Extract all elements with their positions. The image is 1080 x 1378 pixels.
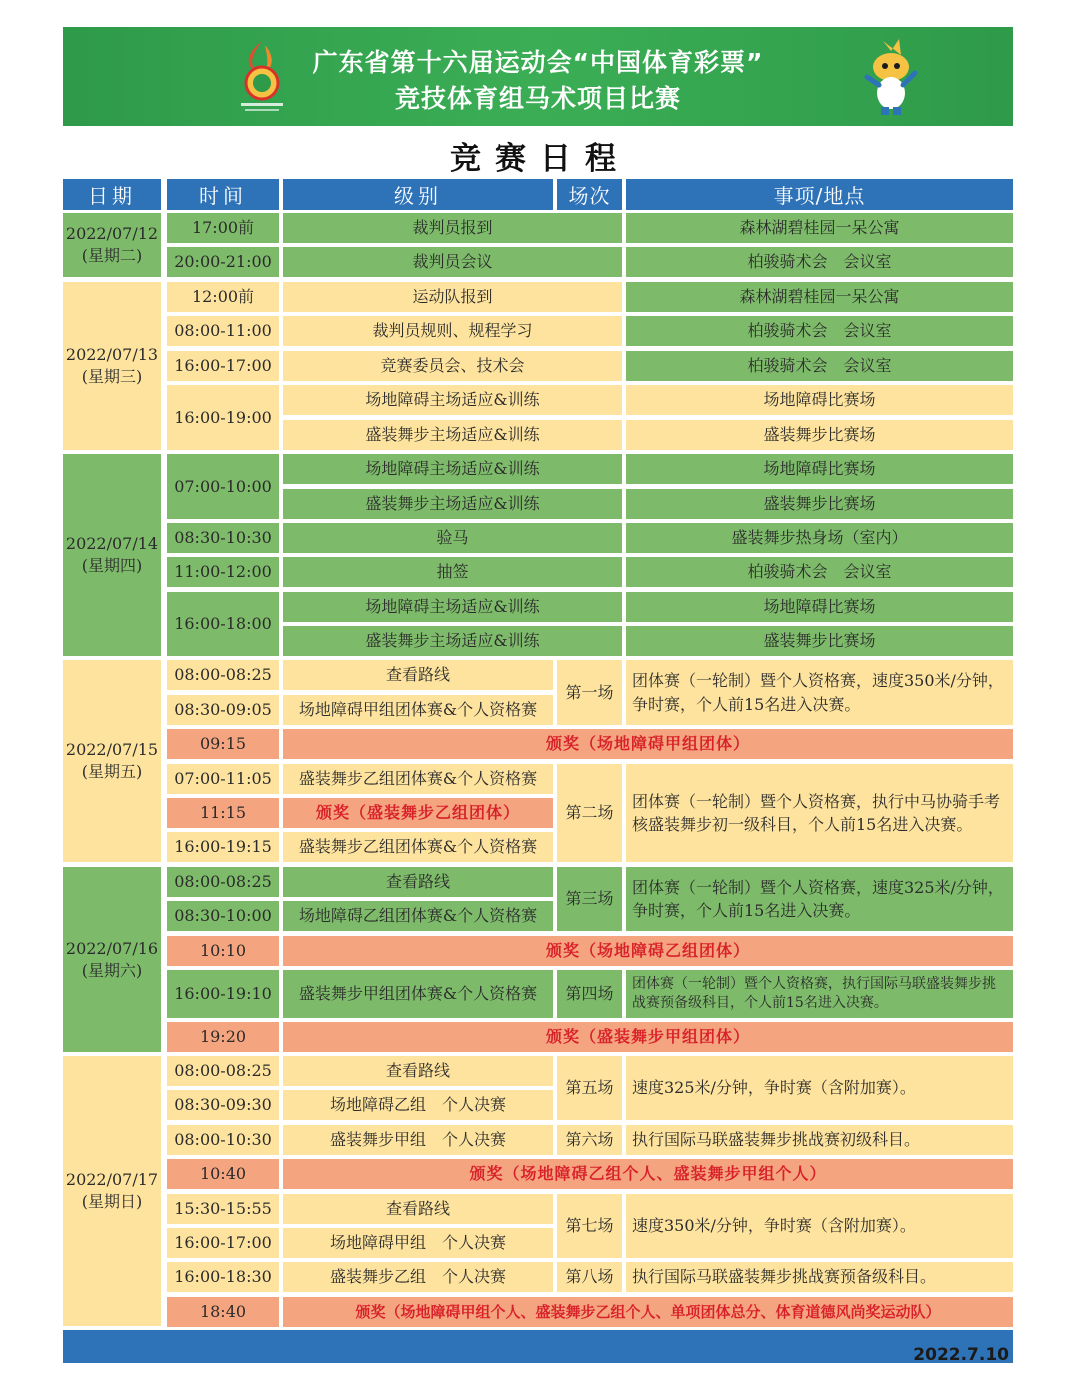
mascot-logo <box>853 37 925 117</box>
time-cell: 07:00-10:00 <box>167 454 279 519</box>
level-cell: 盛装舞步主场适应&训练 <box>283 420 622 450</box>
date-text: 2022/07/15 <box>65 740 159 760</box>
round-cell: 第六场 <box>557 1125 622 1155</box>
date-text: 2022/07/16 <box>65 938 159 958</box>
column-header-time: 时间 <box>167 179 279 210</box>
venue-cell: 场地障碍比赛场 <box>626 592 1013 622</box>
level-cell: 盛装舞步甲组 个人决赛 <box>283 1125 553 1155</box>
time-cell: 16:00-17:00 <box>167 351 279 381</box>
venue-cell: 柏骏骑术会 会议室 <box>626 557 1013 587</box>
level-cell: 裁判员会议 <box>283 247 622 277</box>
award-cell: 颁奖（场地障碍甲组个人、盛装舞步乙组个人、单项团体总分、体育道德风尚奖运动队） <box>283 1297 1013 1327</box>
time-cell: 10:10 <box>167 936 279 966</box>
time-cell: 16:00-19:00 <box>167 385 279 450</box>
time-cell: 08:30-10:00 <box>167 901 279 931</box>
weekday-text: (星期六) <box>81 960 143 980</box>
venue-cell: 森林湖碧桂园一呆公寓 <box>626 213 1013 243</box>
award-cell: 颁奖（场地障碍乙组团体） <box>283 936 1013 966</box>
venue-cell: 场地障碍比赛场 <box>626 385 1013 415</box>
venue-cell: 盛装舞步比赛场 <box>626 626 1013 656</box>
venue-cell: 盛装舞步比赛场 <box>626 489 1013 519</box>
award-cell: 颁奖（场地障碍甲组团体） <box>283 729 1013 759</box>
venue-cell: 柏骏骑术会 会议室 <box>626 316 1013 346</box>
date-cell <box>63 660 161 862</box>
round-note-cell: 团体赛（一轮制）暨个人资格赛，速度350米/分钟，争时赛，个人前15名进入决赛。 <box>626 660 1013 725</box>
time-cell: 20:00-21:00 <box>167 247 279 277</box>
time-cell: 15:30-15:55 <box>167 1194 279 1224</box>
time-cell: 16:00-19:15 <box>167 832 279 862</box>
weekday-text: (星期四) <box>81 556 143 575</box>
time-cell: 11:00-12:00 <box>167 557 279 587</box>
date-cell <box>63 213 161 277</box>
round-note-cell: 速度350米/分钟，争时赛（含附加赛）。 <box>626 1194 1013 1258</box>
time-cell: 08:30-09:05 <box>167 695 279 725</box>
weekday-text: (星期二) <box>81 246 143 265</box>
venue-cell: 柏骏骑术会 会议室 <box>626 247 1013 277</box>
date-text: 2022/07/14 <box>65 534 159 554</box>
weekday-text: (星期五) <box>81 762 143 781</box>
venue-cell: 森林湖碧桂园一呆公寓 <box>626 282 1013 312</box>
level-cell: 盛装舞步乙组 个人决赛 <box>283 1262 553 1292</box>
level-cell: 运动队报到 <box>283 282 622 312</box>
column-header-venue: 事项/地点 <box>626 179 1013 210</box>
level-cell: 查看路线 <box>283 660 553 690</box>
date-cell <box>63 1056 161 1326</box>
round-cell: 第八场 <box>557 1262 622 1292</box>
column-header-round: 场次 <box>557 179 622 210</box>
award-cell: 颁奖（盛装舞步甲组团体） <box>283 1022 1013 1052</box>
level-cell: 盛装舞步甲组团体赛&个人资格赛 <box>283 970 553 1018</box>
weekday-text: (星期三) <box>81 367 143 386</box>
weekday-text: (星期日) <box>81 1192 143 1211</box>
level-cell: 场地障碍主场适应&训练 <box>283 592 622 622</box>
time-cell: 08:00-08:25 <box>167 1056 279 1086</box>
level-cell: 盛装舞步主场适应&训练 <box>283 489 622 519</box>
time-cell: 08:00-08:25 <box>167 867 279 897</box>
venue-cell: 场地障碍比赛场 <box>626 454 1013 484</box>
award-cell: 颁奖（盛装舞步乙组团体） <box>283 798 553 828</box>
level-cell: 查看路线 <box>283 867 553 897</box>
round-cell: 第二场 <box>557 764 622 862</box>
round-cell: 第七场 <box>557 1194 622 1258</box>
level-cell: 场地障碍甲组 个人决赛 <box>283 1228 553 1258</box>
time-cell: 18:40 <box>167 1297 279 1327</box>
time-cell: 08:30-10:30 <box>167 523 279 553</box>
round-cell: 第三场 <box>557 867 622 931</box>
level-cell: 场地障碍乙组团体赛&个人资格赛 <box>283 901 553 931</box>
venue-cell: 盛装舞步比赛场 <box>626 420 1013 450</box>
time-cell: 19:20 <box>167 1022 279 1052</box>
banner-title-line2: 竞技体育组马术项目比赛 <box>394 84 681 113</box>
level-cell: 场地障碍乙组 个人决赛 <box>283 1090 553 1120</box>
time-cell: 16:00-18:00 <box>167 592 279 656</box>
date-text: 2022/07/12 <box>65 224 159 244</box>
level-cell: 裁判员报到 <box>283 213 622 243</box>
level-cell: 裁判员规则、规程学习 <box>283 316 622 346</box>
time-cell: 08:00-08:25 <box>167 660 279 690</box>
level-cell: 盛装舞步乙组团体赛&个人资格赛 <box>283 832 553 862</box>
time-cell: 16:00-19:10 <box>167 970 279 1018</box>
time-cell: 07:00-11:05 <box>167 764 279 794</box>
page-title: 竞赛日程 <box>450 141 630 177</box>
date-cell <box>63 867 161 1052</box>
level-cell: 盛装舞步主场适应&训练 <box>283 626 622 656</box>
time-cell: 09:15 <box>167 729 279 759</box>
column-header-level: 级别 <box>283 179 553 210</box>
time-cell: 17:00前 <box>167 213 279 243</box>
level-cell: 场地障碍甲组团体赛&个人资格赛 <box>283 695 553 725</box>
level-cell: 场地障碍主场适应&训练 <box>283 454 622 484</box>
level-cell: 抽签 <box>283 557 622 587</box>
time-cell: 16:00-17:00 <box>167 1228 279 1258</box>
time-cell: 10:40 <box>167 1159 279 1189</box>
publish-date: 2022.7.10 <box>913 1345 1009 1365</box>
round-cell: 第五场 <box>557 1056 622 1120</box>
time-cell: 12:00前 <box>167 282 279 312</box>
round-note-cell: 团体赛（一轮制）暨个人资格赛，速度325米/分钟，争时赛，个人前15名进入决赛。 <box>626 867 1013 931</box>
header-banner <box>63 27 1013 126</box>
round-note-cell: 团体赛（一轮制）暨个人资格赛，执行中马协骑手考核盛装舞步初一级科目，个人前15名进入决赛。 <box>626 764 1013 862</box>
date-cell <box>63 454 161 656</box>
venue-cell: 盛装舞步热身场（室内） <box>626 523 1013 553</box>
level-cell: 竞赛委员会、技术会 <box>283 351 622 381</box>
level-cell: 查看路线 <box>283 1194 553 1224</box>
level-cell: 盛装舞步乙组团体赛&个人资格赛 <box>283 764 553 794</box>
time-cell: 16:00-18:30 <box>167 1262 279 1292</box>
round-note-cell: 团体赛（一轮制）暨个人资格赛，执行国际马联盛装舞步挑战赛预备级科目，个人前15名进入决赛。 <box>626 970 1013 1018</box>
time-cell: 08:30-09:30 <box>167 1090 279 1120</box>
award-cell: 颁奖（场地障碍乙组个人、盛装舞步甲组个人） <box>283 1159 1013 1189</box>
level-cell: 验马 <box>283 523 622 553</box>
footer-bar <box>63 1330 1013 1363</box>
time-cell: 11:15 <box>167 798 279 828</box>
level-cell: 查看路线 <box>283 1056 553 1086</box>
date-text: 2022/07/13 <box>65 345 159 365</box>
time-cell: 08:00-11:00 <box>167 316 279 346</box>
round-note-cell: 速度325米/分钟，争时赛（含附加赛）。 <box>626 1056 1013 1120</box>
venue-cell: 柏骏骑术会 会议室 <box>626 351 1013 381</box>
round-note-cell: 执行国际马联盛装舞步挑战赛预备级科目。 <box>626 1262 1013 1292</box>
date-text: 2022/07/17 <box>65 1170 159 1190</box>
date-cell <box>63 282 161 450</box>
round-note-cell: 执行国际马联盛装舞步挑战赛初级科目。 <box>626 1125 1013 1155</box>
round-cell: 第四场 <box>557 970 622 1018</box>
banner-title-line1: 广东省第十六届运动会“中国体育彩票” <box>312 48 764 77</box>
round-cell: 第一场 <box>557 660 622 725</box>
time-cell: 08:00-10:30 <box>167 1125 279 1155</box>
column-header-date: 日期 <box>63 179 161 210</box>
level-cell: 场地障碍主场适应&训练 <box>283 385 622 415</box>
